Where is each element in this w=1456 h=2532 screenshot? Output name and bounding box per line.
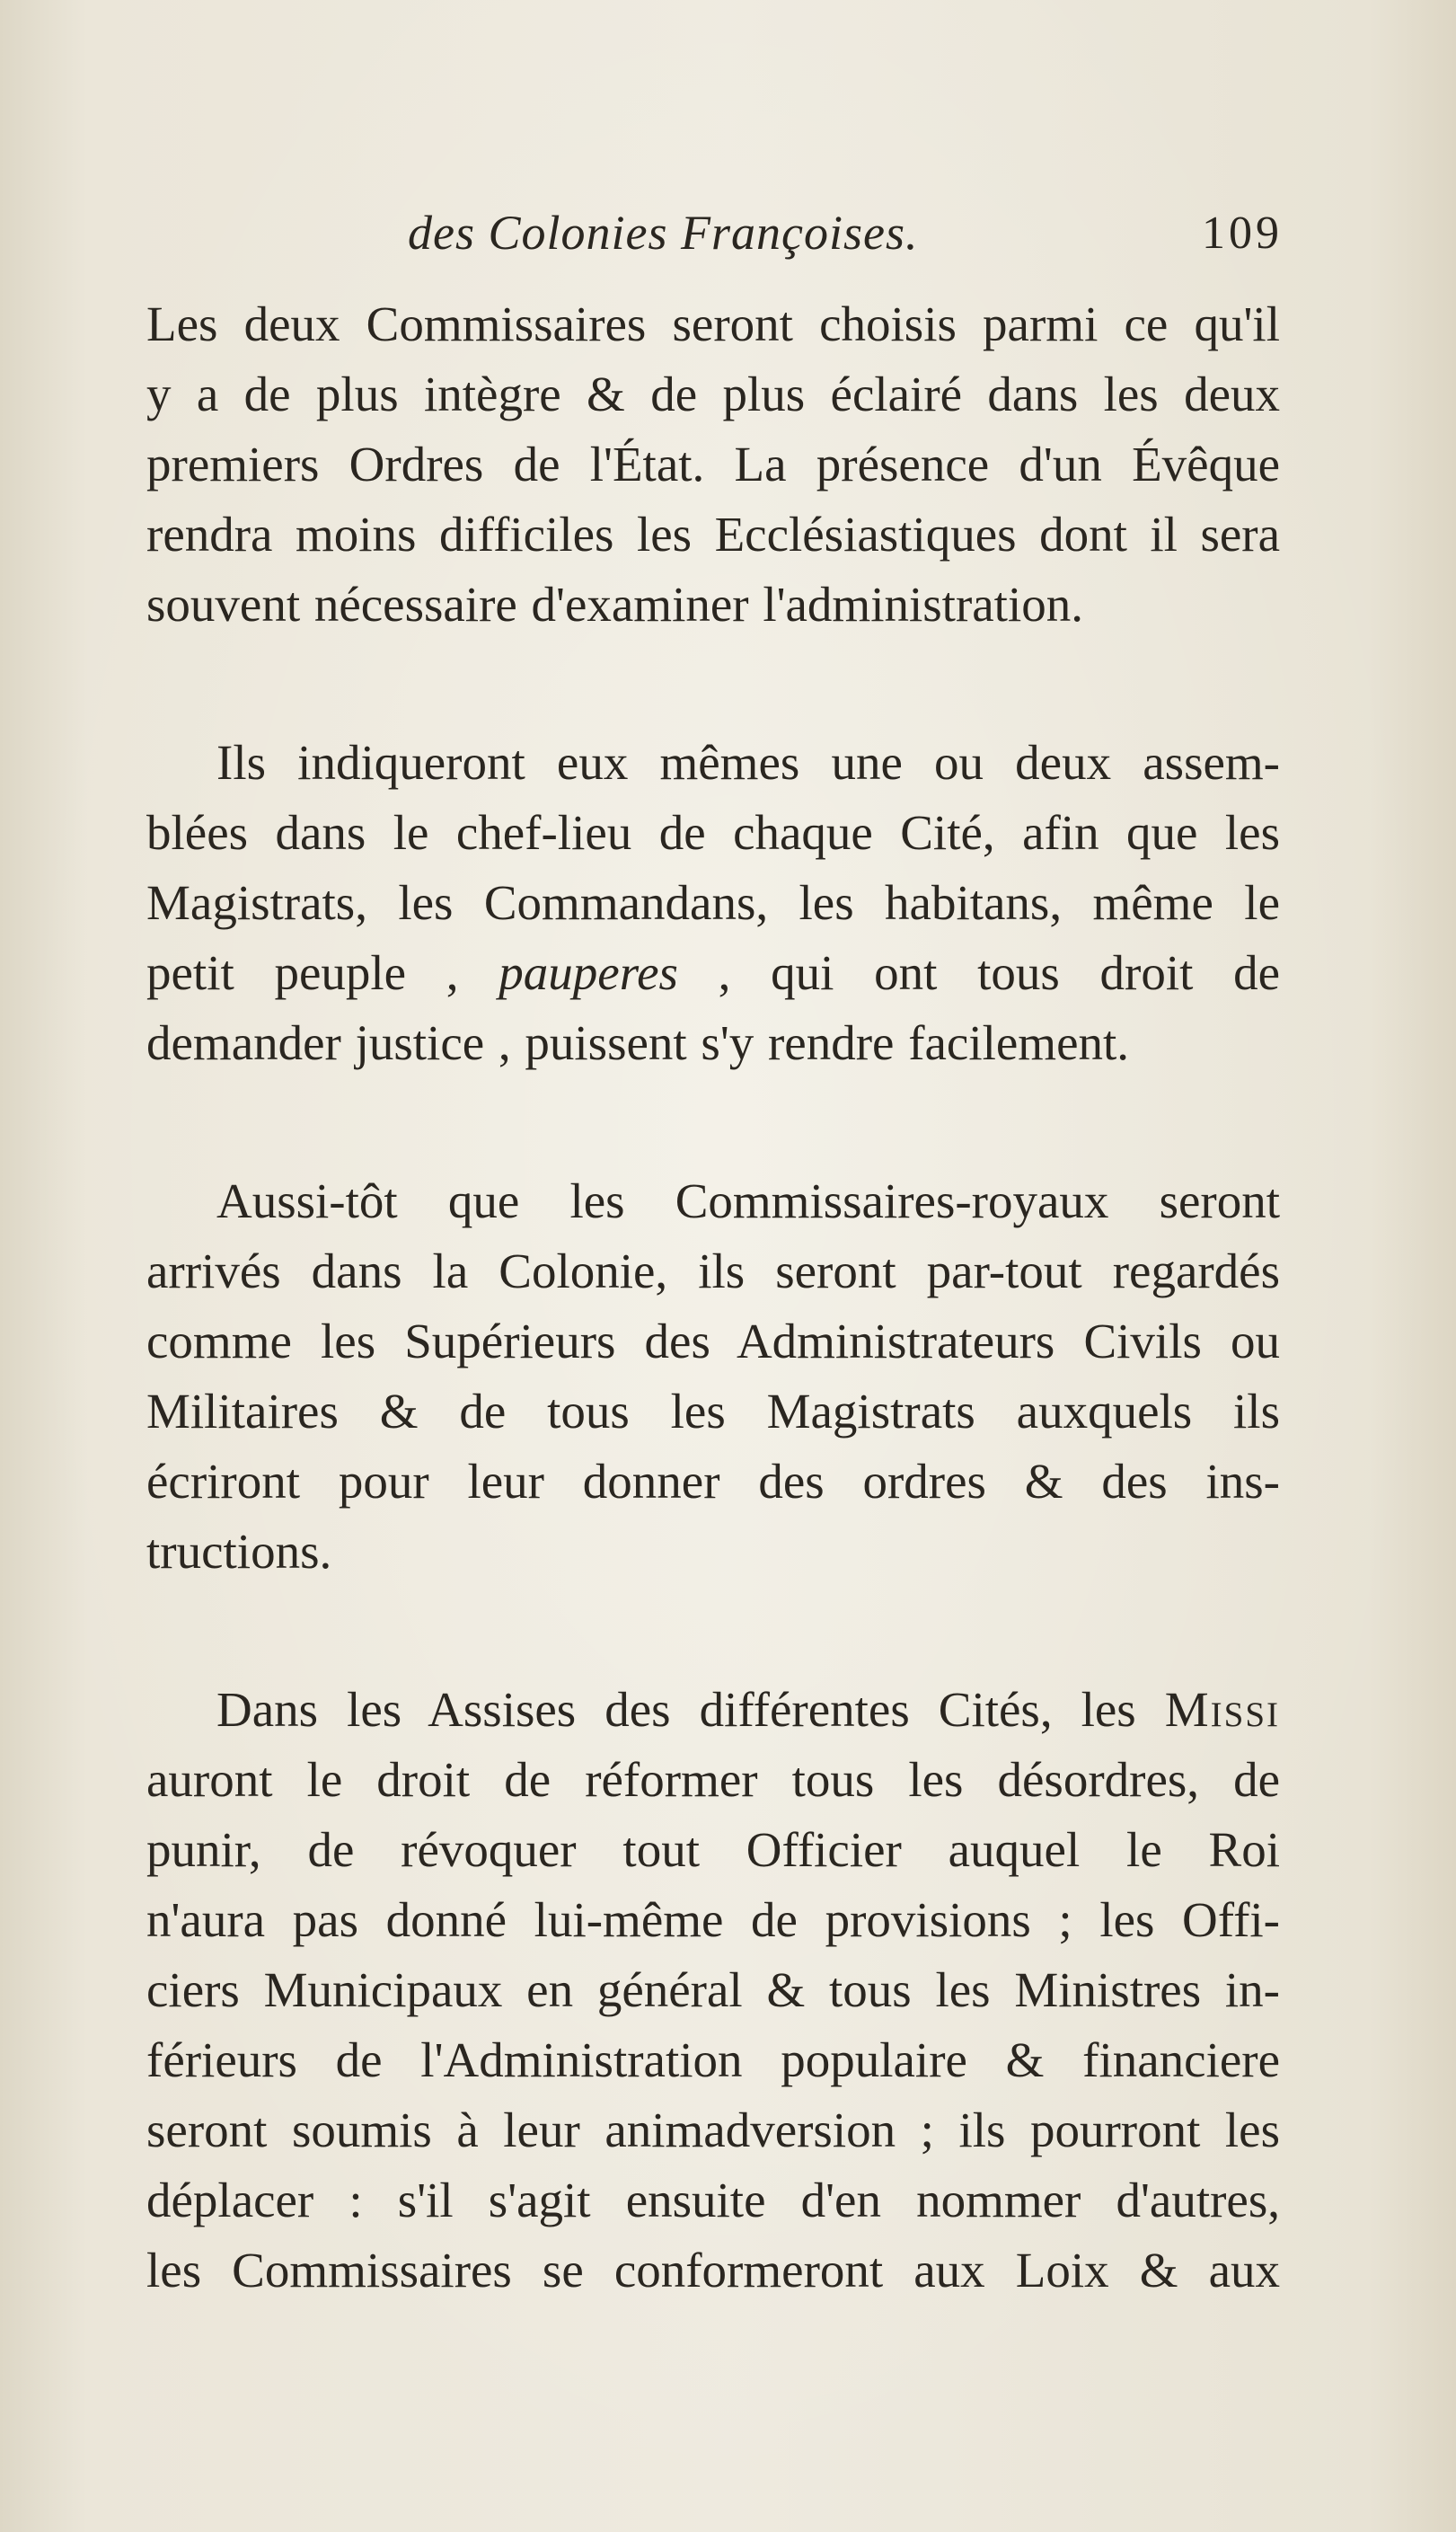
latin-term-missi: Missi xyxy=(1164,1682,1281,1737)
paragraph-aussi-tot xyxy=(146,1166,1280,1587)
text-line: rendra moins difficiles les Ecclésiastiques dont il sera xyxy=(146,507,1280,562)
paragraph-assemblees xyxy=(146,728,1280,1078)
text-line: comme les Supérieurs des Administrateurs Civils ou xyxy=(146,1314,1280,1368)
text-segment: Dans les Assises des différentes Cités, les xyxy=(216,1682,1136,1737)
text-line: y a de plus intègre & de plus éclairé dans les deux xyxy=(146,367,1280,421)
page-number: 109 xyxy=(1202,208,1283,259)
text-line: demander justice , puissent s'y rendre facilement. xyxy=(146,1015,1130,1070)
body-text xyxy=(146,289,1280,2306)
text-line: punir, de révoquer tout Officier auquel le Roi xyxy=(146,1822,1280,1877)
paragraph-commissaires xyxy=(146,289,1280,640)
text-line: seront soumis à leur animadversion ; ils pourront les xyxy=(146,2103,1280,2157)
text-line: tructions. xyxy=(146,1524,332,1579)
paragraph-assises xyxy=(146,1675,1280,2306)
text-line: souvent nécessaire d'examiner l'administration. xyxy=(146,577,1083,632)
text-line: blées dans le chef-lieu de chaque Cité, afin que les xyxy=(146,805,1280,860)
text-line: déplacer : s'il s'agit ensuite d'en nommer d'autres, xyxy=(146,2173,1280,2227)
text-line: Ils indiqueront eux mêmes une ou deux assem- xyxy=(216,735,1280,790)
text-line: Aussi-tôt que les Commissaires-royaux seront xyxy=(216,1173,1280,1228)
text-line: n'aura pas donné lui-même de provisions ; les Offi- xyxy=(146,1892,1280,1947)
text-segment: petit peuple , xyxy=(146,945,459,1000)
text-line: Les deux Commissaires seront choisis parmi ce qu'il xyxy=(146,297,1280,351)
text-line: Militaires & de tous les Magistrats auxquels ils xyxy=(146,1384,1280,1439)
text-segment: , qui ont tous droit de xyxy=(718,945,1281,1000)
text-line: arrivés dans la Colonie, ils seront par-tout regardés xyxy=(146,1244,1280,1298)
text-line-mixed xyxy=(146,938,1280,1008)
running-title: des Colonies Françoises. xyxy=(408,206,919,260)
text-line: Magistrats, les Commandans, les habitans, même le xyxy=(146,875,1280,930)
text-line: férieurs de l'Administration populaire & financiere xyxy=(146,2032,1280,2087)
page-header xyxy=(142,205,1283,286)
text-line-mixed xyxy=(146,1675,1280,1745)
text-line: écriront pour leur donner des ordres & des ins- xyxy=(146,1454,1280,1509)
text-line: premiers Ordres de l'État. La présence d'un Évêque xyxy=(146,437,1280,491)
text-line: ciers Municipaux en général & tous les Ministres in- xyxy=(146,1962,1280,2017)
latin-term-pauperes: pauperes xyxy=(499,945,678,1000)
text-line: auront le droit de réformer tous les désordres, de xyxy=(146,1752,1280,1807)
text-line: les Commissaires se conformeront aux Loix & aux xyxy=(146,2243,1280,2297)
